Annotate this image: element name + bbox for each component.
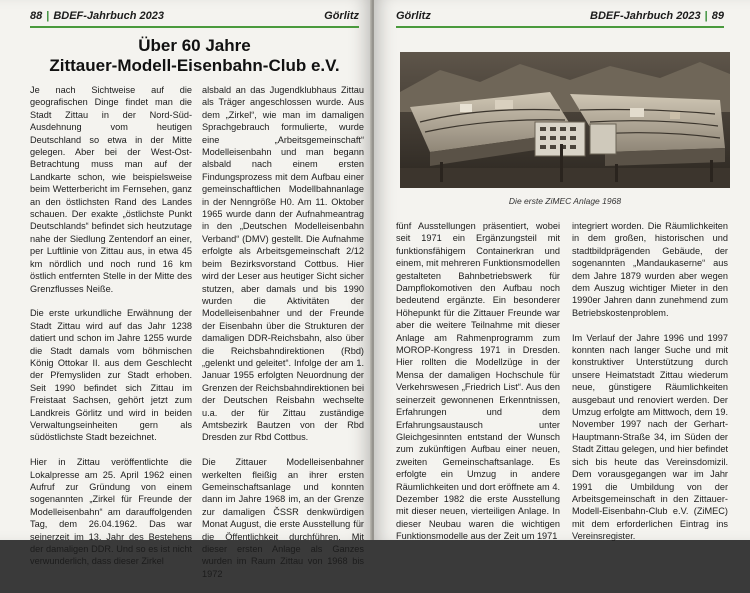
left-column-2	[202, 84, 364, 593]
left-page	[0, 0, 372, 579]
article-title-line1: Über 60 Jahre	[138, 36, 251, 55]
paragraph: Je nach Sichtweise auf die geografischen Dinge findet man die Stadt Zittau in der Nord-Süd-Ausdehnung vom heutigen Deutschland so etwa in der Mitte gelegen. Aber bei der West-Ost-Betrachtung muss man auf der Landkarte schon, wie beispielsweise beim Wetterbericht im Fernsehen, ganz an den östlichsten Rand des Landes schauen. Der exakte „östlichste Punkt Deutschlands“ befindet sich heutzutage nahe der Siedlung Zentendorf an einer, per Luftlinie von Zittau aus, in etwa 45 km nördlich und noch rund 16 km östlich entfernten Stelle in der Mitte des Grenzflusses Neiße.	[30, 85, 192, 294]
header-rule-left	[30, 26, 359, 28]
left-column-1	[30, 84, 192, 580]
model-railway-photo	[400, 52, 730, 188]
photo-illustration	[400, 52, 730, 188]
right-column-1	[396, 220, 560, 555]
paragraph: Hier in Zittau veröffentlichte die Lokalpresse am 25. April 1962 einen Aufruf zur Gründung von einem sogenannten „Zirkel für Freunde der Modelleisenbahn“ am darauffolgenden Tag, dem 26.04.1962. Das war seinerzeit im 13. Jahr des Bestehens der damaligen DDR. Und so es ist nicht verwunderlich, dass dieser Zirkel	[30, 457, 192, 567]
paragraph: alsbald an das Jugendklubhaus Zittau als Träger angeschlossen wurde. Aus dem „Zirkel“, wie man im damaligen Sprachgebrauch formulierte, wurde eine „Arbeitsgemeinschaft“ Modelleisenbahn und man begann alsbald nach einem ersten Findungsprozess mit dem Aufbau einer gemeinschaftlichen Modellbahnanlage in der Nenngröße H0. Am 11. Oktober 1965 wurde dann der Aufnahmeantrag in den „Deutschen Modelleisenbahn Verband“ (DMV) gestellt. Die Aufnahme erfolgte als Arbeitsgemeinschaft 2/12 beim Bezirksvorstand Cottbus. Hier wird der Leser aus heutiger Sicht sicher stutzen, aber damals und bis 1990 wurden die Aktivitäten der Modelleisenbahner und der Freunde der Eisenbahn über die Strukturen der damaligen DDR-Reichsbahn, also über die Reichsbahndirektionen (Rbd) „gelenkt und geleitet“. Infolge der am 1. Januar 1955 erfolgten Neuordnung der Grenzen der Reichsbahndirektionen bei der Deutschen Reisbahn wechselte u.a. der für Zittau zuständige Amtsbezirk Bautzen von der Rbd Dresden zur Rbd Cottbus.	[202, 85, 364, 443]
right-page	[374, 0, 750, 540]
right-page-header: Görlitz BDEF-Jahrbuch 2023 | 89	[396, 10, 724, 22]
running-title-left: BDEF-Jahrbuch 2023	[53, 10, 164, 22]
header-rule-right	[396, 26, 724, 28]
left-page-header: 88 | BDEF-Jahrbuch 2023 Görlitz	[30, 10, 359, 22]
photo-caption: Die erste ZiMEC Anlage 1968	[508, 196, 622, 206]
section-label-right: Görlitz	[396, 10, 431, 22]
section-label-left: Görlitz	[324, 10, 359, 22]
paragraph: Die Zittauer Modelleisenbahner werkelten fleißig an ihrer ersten Gemeinschaftsanlage und konnten dann im Jahre 1968 im, an der Grenze zur damaligen ČSSR denkwürdigen Monat August, die erste Ausstellung für die Öffentlichkeit durchführen. Mit dieser ersten Anlage als Ganzes wurden im Raum Zittau von 1968 bis 1972	[202, 457, 364, 579]
paragraph: Im Verlauf der Jahre 1996 und 1997 konnten nach langer Suche und mit konstruktiver Unterstützung durch unsere Heimatstadt Zittau wiederum neue, günstigere Räumlichkeiten ausgebaut und renoviert werden. Der Umzug erfolgte am Mittwoch, dem 19. November 1997 nach der Gerhart-Hauptmann-Straße 34, im Süden der Stadt Zittau gelegen, und hier befindet sich bis heute das Vereinsdomizil. Dem vorausgegangen war im Jahr 1991 die Umbildung von der Arbeitsgemeinschaft in den Zittauer-Modell-Eisenbahn-Club e.V. (ZiMEC) mit dem erforderlichen Eintrag ins Vereinsregister.	[572, 332, 728, 542]
page-number-right: 89	[711, 10, 724, 22]
right-column-2	[572, 220, 728, 555]
paragraph: Die erste urkundliche Erwähnung der Stadt Zittau wird auf das Jahr 1238 datiert und schon im Jahre 1255 wurde die Stadt damals vom böhmischen König Ottokar II. aus dem Geschlecht der Přemysliden zur Stadt erhoben. Seit 1990 befindet sich Zittau im Freistaat Sachsen, gehört jetzt zum Landkreis Görlitz und wird in beiden Verwaltungseinheiten gern als südöstlichste Stadt bezeichnet.	[30, 308, 192, 443]
article-title-line2: Zittauer-Modell-Eisenbahn-Club e.V.	[49, 56, 340, 75]
page-number-left: 88	[30, 10, 43, 22]
paragraph: integriert worden. Die Räumlichkeiten in dem großen, historischen und stadtbildprägenden Gebäude, der sogenannten „Mandaukaserne“ aus dem Jahre 1879 wurden aber wegen dem Auszug wichtiger Mieter in den 1990er Jahren dann zunehmend zum Betriebskostenproblem.	[572, 221, 728, 318]
running-title-right: BDEF-Jahrbuch 2023	[590, 10, 701, 22]
paragraph: fünf Ausstellungen präsentiert, wobei seit 1971 ein Ergänzungsteil mit funktionsfähigem Containerkran und einem, mit mehreren Funktionsmodellen gestalteten Bahnbetriebswerk für Dampflokomotiven den Aufbau noch bedeutend ergänzte. Ein besonderer Höhepunkt für die Zittauer Freunde war aber die weitere Teilnahme mit dieser Anlage am Rahmenprogramm zum MOROP-Kongress 1971 in Dresden. Hier rollten die Modellzüge in der Mensa der damaligen Hochschule für Verkehrswesen „Friedrich List“. Aus den seinerzeit gewonnenen Erkenntnissen, Erfahrungen und dem Erfahrungsaustausch unter Gleichgesinnten entstand der Wunsch zum zukünftigen Aufbau einer neuen, zweiten Gemeinschaftsanlage. Es erfolgte ein Umzug in andere Räumlichkeiten und dort eröffnete am 4. Dezember 1982 die erste Ausstellung mit dieser neuen, vierteiligen Anlage. In dieser Neubau waren die wichtigen Funktionsmodelle aus der Zeit um 1971	[396, 221, 560, 542]
